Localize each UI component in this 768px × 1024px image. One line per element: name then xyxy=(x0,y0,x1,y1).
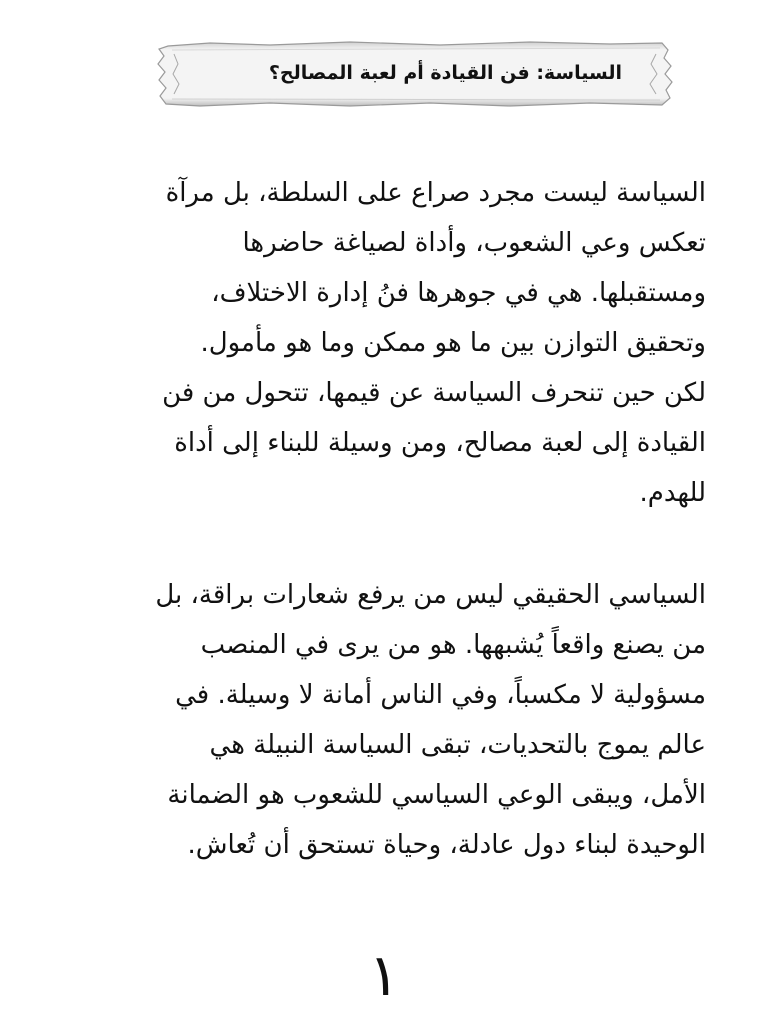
text-line: الوحيدة لبناء دول عادلة، وحياة تستحق أن تُعاش. xyxy=(187,830,706,860)
text-line: عالم يموج بالتحديات، تبقى السياسة النبيلة هي xyxy=(209,730,706,760)
text-line: من يصنع واقعاً يُشبهها. هو من يرى في المنصب xyxy=(200,630,706,660)
title-banner xyxy=(150,40,680,108)
text-line: للهدم. xyxy=(639,478,706,508)
page-title: السياسة: فن القيادة أم لعبة المصالح؟ xyxy=(268,62,622,84)
text-line: لكن حين تنحرف السياسة عن قيمها، تتحول من فن xyxy=(162,378,706,408)
text-line: السياسة ليست مجرد صراع على السلطة، بل مرآة xyxy=(165,178,706,208)
page-number: ١ xyxy=(368,941,400,1009)
paragraph-2 xyxy=(70,570,706,870)
text-line: تعكس وعي الشعوب، وأداة لصياغة حاضرها xyxy=(242,228,706,258)
text-line: وتحقيق التوازن بين ما هو ممكن وما هو مأمول. xyxy=(200,328,706,358)
paragraph-1 xyxy=(70,168,706,518)
text-line: السياسي الحقيقي ليس من يرفع شعارات براقة، بل xyxy=(155,580,706,610)
text-line: الأمل، ويبقى الوعي السياسي للشعوب هو الضمانة xyxy=(167,780,706,810)
text-line: مسؤولية لا مكسباً، وفي الناس أمانة لا وسيلة. في xyxy=(175,680,706,710)
text-line: ومستقبلها. هي في جوهرها فنُ إدارة الاختلاف، xyxy=(211,278,706,308)
text-line: القيادة إلى لعبة مصالح، ومن وسيلة للبناء إلى أداة xyxy=(174,428,706,458)
